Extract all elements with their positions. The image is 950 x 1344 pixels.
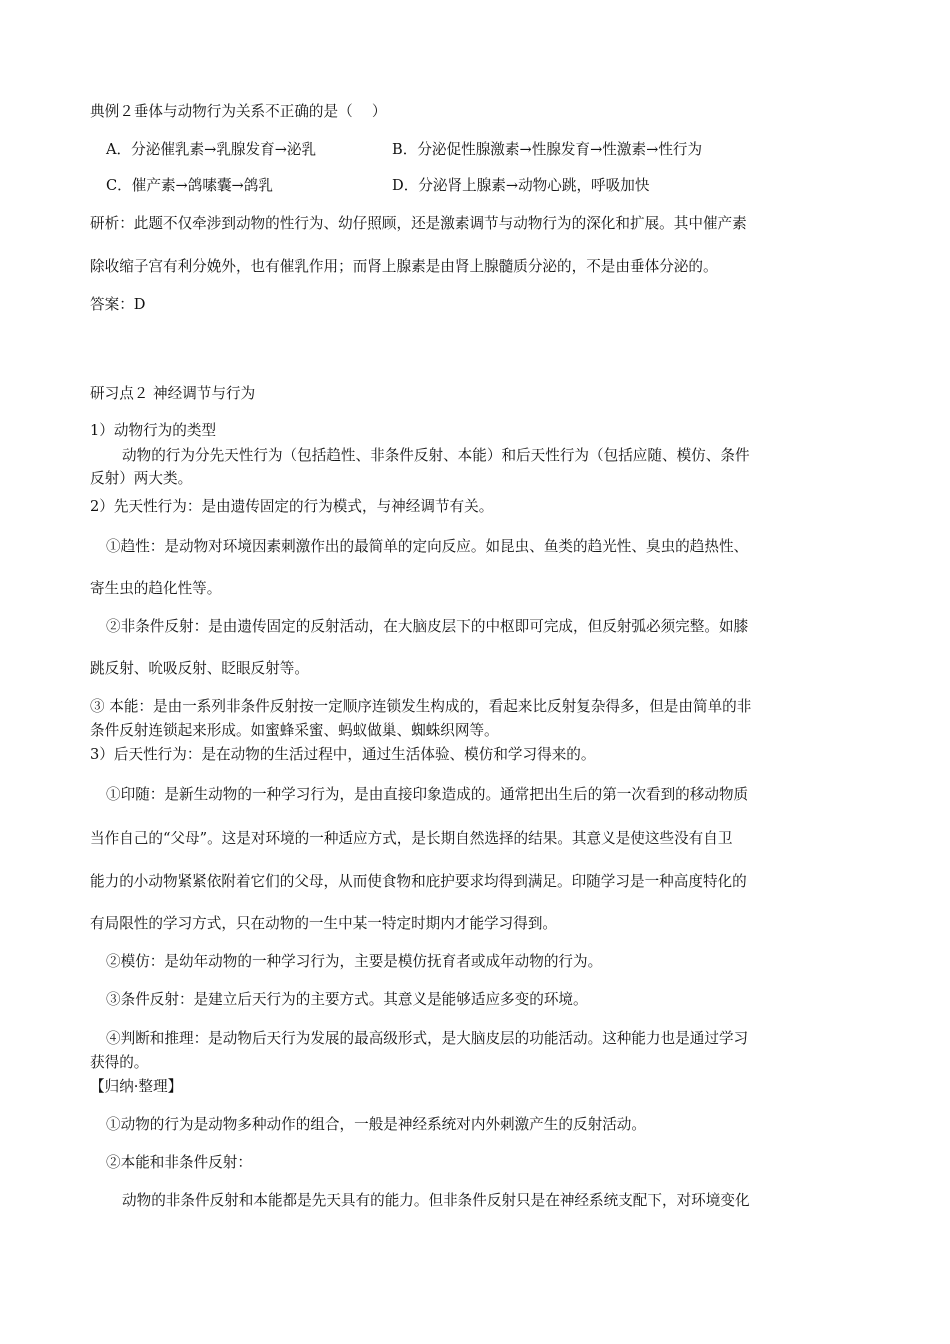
heading-acquired-behavior: 3）后天性行为：是在动物的生活过程中，通过生活体验、模仿和学习得来的。 bbox=[90, 746, 596, 763]
heading-innate-behavior: 2）先天性行为：是由遗传固定的行为模式，与神经调节有关。 bbox=[90, 498, 494, 515]
imitation: ②模仿：是幼年动物的一种学习行为，主要是模仿抚育者或成年动物的行为。 bbox=[106, 953, 603, 970]
option-d: D．分泌肾上腺素→动物心跳，呼吸加快 bbox=[392, 177, 650, 194]
instinct-line-1: ③ 本能：是由一系列非条件反射按一定顺序连锁发生构成的，看起来比反射复杂得多，但是由简单的非 bbox=[90, 698, 752, 715]
behavior-types-line-1: 动物的行为分先天性行为（包括趋性、非条件反射、本能）和后天性行为（包括应随、模仿、条件 bbox=[122, 447, 750, 464]
reasoning-line-1: ④判断和推理：是动物后天行为发展的最高级形式，是大脑皮层的功能活动。这种能力也是通过学习 bbox=[106, 1030, 749, 1047]
summary-title: 【归纳·整理】 bbox=[90, 1078, 183, 1095]
taxis-line-1: ①趋性：是动物对环境因素刺激作出的最简单的定向反应。如昆虫、鱼类的趋光性、臭虫的趋热性、 bbox=[106, 538, 749, 555]
imprinting-line-2: 当作自己的“父母”。这是对环境的一种适应方式，是长期自然选择的结果。其意义是使这些没有自卫 bbox=[90, 830, 733, 847]
reasoning-line-2: 获得的。 bbox=[90, 1054, 149, 1071]
imprinting-line-3: 能力的小动物紧紧依附着它们的父母，从而使食物和庇护要求均得到满足。印随学习是一种高度特化的 bbox=[90, 873, 747, 890]
behavior-types-line-2: 反射）两大类。 bbox=[90, 470, 193, 487]
analysis-line-1: 研析：此题不仅牵涉到动物的性行为、幼仔照顾，还是激素调节与动物行为的深化和扩展。其中催产素 bbox=[90, 215, 747, 232]
analysis-line-2: 除收缩子宫有利分娩外，也有催乳作用；而肾上腺素是由肾上腺髓质分泌的，不是由垂体分泌的。 bbox=[90, 258, 718, 275]
imprinting-line-1: ①印随：是新生动物的一种学习行为，是由直接印象造成的。通常把出生后的第一次看到的移动物质 bbox=[106, 786, 749, 803]
section-title: 研习点２ 神经调节与行为 bbox=[90, 385, 256, 402]
instinct-line-2: 条件反射连锁起来形成。如蜜蜂采蜜、蚂蚁做巢、蜘蛛织网等。 bbox=[90, 722, 499, 739]
imprinting-line-4: 有局限性的学习方式，只在动物的一生中某一特定时期内才能学习得到。 bbox=[90, 915, 558, 932]
summary-item-2: ②本能和非条件反射： bbox=[106, 1154, 252, 1171]
summary-item-2-text: 动物的非条件反射和本能都是先天具有的能力。但非条件反射只是在神经系统支配下，对环境变化 bbox=[122, 1192, 750, 1209]
unconditioned-reflex-line-1: ②非条件反射：是由遗传固定的反射活动，在大脑皮层下的中枢即可完成，但反射弧必须完整。如膝 bbox=[106, 618, 749, 635]
taxis-line-2: 寄生虫的趋化性等。 bbox=[90, 580, 222, 597]
heading-behavior-types: 1）动物行为的类型 bbox=[90, 422, 217, 439]
answer: 答案：D bbox=[90, 296, 146, 313]
example-question: 典例２垂体与动物行为关系不正确的是（ ） bbox=[90, 103, 387, 120]
option-a: A．分泌催乳素→乳腺发育→泌乳 bbox=[106, 141, 317, 158]
option-b: B．分泌促性腺激素→性腺发育→性激素→性行为 bbox=[392, 141, 703, 158]
option-c: C．催产素→鸽嗉囊→鸽乳 bbox=[106, 177, 273, 194]
unconditioned-reflex-line-2: 跳反射、吮吸反射、眨眼反射等。 bbox=[90, 660, 309, 677]
conditioned-reflex: ③条件反射：是建立后天行为的主要方式。其意义是能够适应多变的环境。 bbox=[106, 991, 588, 1008]
summary-item-1: ①动物的行为是动物多种动作的组合，一般是神经系统对内外刺激产生的反射活动。 bbox=[106, 1116, 646, 1133]
